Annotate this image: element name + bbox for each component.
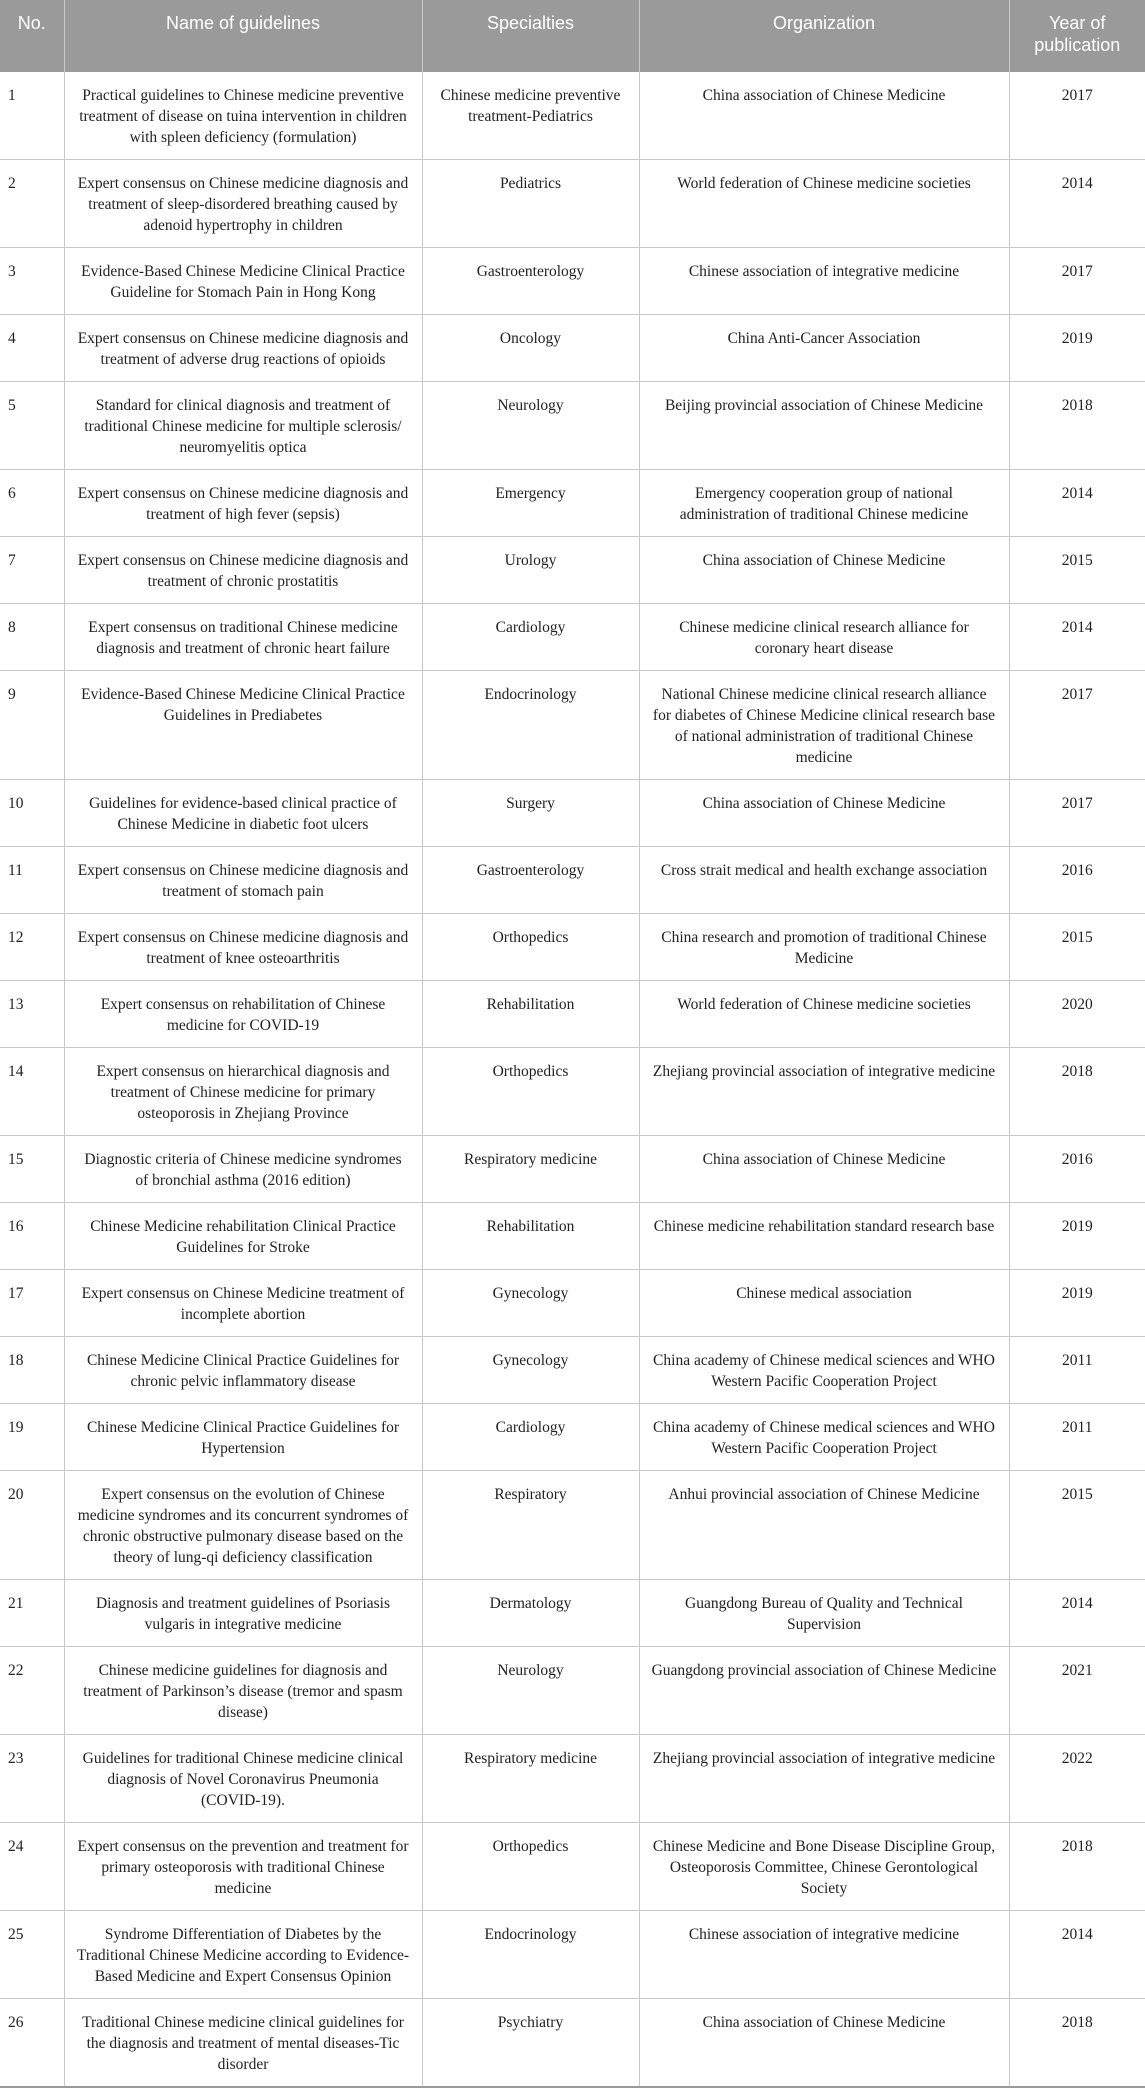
- cell-year: 2015: [1009, 1471, 1145, 1580]
- table-row: [0, 1337, 1145, 1404]
- cell-year: 2014: [1009, 470, 1145, 537]
- cell-organization: World federation of Chinese medicine societies: [639, 160, 1009, 248]
- table-row: [0, 1647, 1145, 1735]
- cell-specialty: Respiratory medicine: [422, 1735, 639, 1823]
- cell-no: 10: [0, 780, 64, 847]
- cell-year: 2017: [1009, 780, 1145, 847]
- table-row: [0, 1404, 1145, 1471]
- cell-year: 2018: [1009, 1823, 1145, 1911]
- cell-no: 11: [0, 847, 64, 914]
- cell-organization: Chinese medicine clinical research alliance for coronary heart disease: [639, 604, 1009, 671]
- cell-no: 7: [0, 537, 64, 604]
- cell-organization: China Anti-Cancer Association: [639, 315, 1009, 382]
- cell-guideline-name: Chinese medicine guidelines for diagnosis and treatment of Parkinson’s disease (tremor and spasm disease): [64, 1647, 422, 1735]
- cell-organization: Guangdong Bureau of Quality and Technical Supervision: [639, 1580, 1009, 1647]
- cell-year: 2020: [1009, 981, 1145, 1048]
- cell-guideline-name: Diagnostic criteria of Chinese medicine syndromes of bronchial asthma (2016 edition): [64, 1136, 422, 1203]
- cell-no: 24: [0, 1823, 64, 1911]
- cell-no: 14: [0, 1048, 64, 1136]
- cell-specialty: Endocrinology: [422, 671, 639, 780]
- cell-guideline-name: Expert consensus on Chinese medicine diagnosis and treatment of knee osteoarthritis: [64, 914, 422, 981]
- cell-specialty: Orthopedics: [422, 1048, 639, 1136]
- cell-year: 2014: [1009, 1911, 1145, 1999]
- cell-specialty: Emergency: [422, 470, 639, 537]
- cell-year: 2018: [1009, 382, 1145, 470]
- cell-guideline-name: Expert consensus on Chinese Medicine treatment of incomplete abortion: [64, 1270, 422, 1337]
- cell-no: 22: [0, 1647, 64, 1735]
- table-row: [0, 1203, 1145, 1270]
- cell-organization: China association of Chinese Medicine: [639, 1999, 1009, 2088]
- cell-year: 2016: [1009, 1136, 1145, 1203]
- cell-guideline-name: Practical guidelines to Chinese medicine preventive treatment of disease on tuina intervention in children with spleen deficiency (formulation): [64, 72, 422, 160]
- cell-year: 2018: [1009, 1048, 1145, 1136]
- table-body: [0, 72, 1145, 2087]
- cell-year: 2019: [1009, 1270, 1145, 1337]
- cell-organization: National Chinese medicine clinical research alliance for diabetes of Chinese Medicine clinical research base of national administration of traditional Chinese medicine: [639, 671, 1009, 780]
- cell-specialty: Surgery: [422, 780, 639, 847]
- cell-guideline-name: Expert consensus on Chinese medicine diagnosis and treatment of sleep-disordered breathing caused by adenoid hypertrophy in children: [64, 160, 422, 248]
- cell-year: 2011: [1009, 1404, 1145, 1471]
- cell-no: 18: [0, 1337, 64, 1404]
- header-name-of-guidelines: Name of guidelines: [64, 0, 422, 72]
- cell-no: 13: [0, 981, 64, 1048]
- cell-specialty: Neurology: [422, 382, 639, 470]
- cell-year: 2021: [1009, 1647, 1145, 1735]
- table-row: [0, 470, 1145, 537]
- cell-no: 12: [0, 914, 64, 981]
- cell-year: 2015: [1009, 537, 1145, 604]
- cell-year: 2019: [1009, 315, 1145, 382]
- cell-year: 2014: [1009, 604, 1145, 671]
- cell-organization: China academy of Chinese medical sciences and WHO Western Pacific Cooperation Project: [639, 1404, 1009, 1471]
- cell-specialty: Cardiology: [422, 1404, 639, 1471]
- cell-specialty: Gastroenterology: [422, 248, 639, 315]
- cell-organization: Emergency cooperation group of national administration of traditional Chinese medicine: [639, 470, 1009, 537]
- cell-no: 5: [0, 382, 64, 470]
- cell-organization: China association of Chinese Medicine: [639, 1136, 1009, 1203]
- cell-guideline-name: Expert consensus on Chinese medicine diagnosis and treatment of stomach pain: [64, 847, 422, 914]
- cell-specialty: Dermatology: [422, 1580, 639, 1647]
- cell-specialty: Cardiology: [422, 604, 639, 671]
- cell-no: 3: [0, 248, 64, 315]
- cell-specialty: Gynecology: [422, 1337, 639, 1404]
- cell-no: 21: [0, 1580, 64, 1647]
- cell-guideline-name: Expert consensus on hierarchical diagnosis and treatment of Chinese medicine for primary osteoporosis in Zhejiang Province: [64, 1048, 422, 1136]
- cell-year: 2014: [1009, 160, 1145, 248]
- table-row: [0, 671, 1145, 780]
- cell-year: 2017: [1009, 671, 1145, 780]
- cell-guideline-name: Chinese Medicine rehabilitation Clinical Practice Guidelines for Stroke: [64, 1203, 422, 1270]
- cell-organization: Guangdong provincial association of Chinese Medicine: [639, 1647, 1009, 1735]
- cell-specialty: Rehabilitation: [422, 1203, 639, 1270]
- cell-organization: Chinese association of integrative medicine: [639, 248, 1009, 315]
- cell-year: 2018: [1009, 1999, 1145, 2088]
- cell-no: 26: [0, 1999, 64, 2088]
- cell-specialty: Respiratory medicine: [422, 1136, 639, 1203]
- cell-specialty: Rehabilitation: [422, 981, 639, 1048]
- cell-no: 9: [0, 671, 64, 780]
- cell-year: 2011: [1009, 1337, 1145, 1404]
- cell-organization: Chinese medical association: [639, 1270, 1009, 1337]
- cell-organization: China academy of Chinese medical sciences and WHO Western Pacific Cooperation Project: [639, 1337, 1009, 1404]
- table-row: [0, 1999, 1145, 2088]
- cell-year: 2022: [1009, 1735, 1145, 1823]
- cell-organization: Zhejiang provincial association of integrative medicine: [639, 1048, 1009, 1136]
- cell-guideline-name: Syndrome Differentiation of Diabetes by the Traditional Chinese Medicine according to Evidence-Based Medicine and Expert Consensus Opinion: [64, 1911, 422, 1999]
- cell-guideline-name: Chinese Medicine Clinical Practice Guidelines for chronic pelvic inflammatory disease: [64, 1337, 422, 1404]
- cell-organization: China association of Chinese Medicine: [639, 72, 1009, 160]
- cell-specialty: Gynecology: [422, 1270, 639, 1337]
- cell-no: 2: [0, 160, 64, 248]
- cell-year: 2019: [1009, 1203, 1145, 1270]
- cell-year: 2014: [1009, 1580, 1145, 1647]
- cell-no: 8: [0, 604, 64, 671]
- table-row: [0, 847, 1145, 914]
- header-organization: Organization: [639, 0, 1009, 72]
- cell-specialty: Respiratory: [422, 1471, 639, 1580]
- table-row: [0, 248, 1145, 315]
- cell-specialty: Orthopedics: [422, 914, 639, 981]
- cell-guideline-name: Standard for clinical diagnosis and treatment of traditional Chinese medicine for multiple sclerosis/ neuromyelitis optica: [64, 382, 422, 470]
- cell-guideline-name: Expert consensus on rehabilitation of Chinese medicine for COVID-19: [64, 981, 422, 1048]
- table-row: [0, 382, 1145, 470]
- cell-specialty: Orthopedics: [422, 1823, 639, 1911]
- cell-organization: China association of Chinese Medicine: [639, 537, 1009, 604]
- cell-guideline-name: Evidence-Based Chinese Medicine Clinical Practice Guideline for Stomach Pain in Hong Kong: [64, 248, 422, 315]
- cell-no: 20: [0, 1471, 64, 1580]
- cell-specialty: Urology: [422, 537, 639, 604]
- table-row: [0, 1136, 1145, 1203]
- cell-year: 2017: [1009, 248, 1145, 315]
- table-row: [0, 604, 1145, 671]
- cell-no: 1: [0, 72, 64, 160]
- header-row: [0, 0, 1145, 72]
- cell-guideline-name: Guidelines for traditional Chinese medicine clinical diagnosis of Novel Coronavirus Pneumonia (COVID-19).: [64, 1735, 422, 1823]
- cell-no: 19: [0, 1404, 64, 1471]
- cell-specialty: Oncology: [422, 315, 639, 382]
- table-row: [0, 1270, 1145, 1337]
- cell-organization: Zhejiang provincial association of integrative medicine: [639, 1735, 1009, 1823]
- cell-no: 17: [0, 1270, 64, 1337]
- cell-year: 2015: [1009, 914, 1145, 981]
- table-row: [0, 981, 1145, 1048]
- cell-guideline-name: Expert consensus on Chinese medicine diagnosis and treatment of chronic prostatitis: [64, 537, 422, 604]
- cell-guideline-name: Evidence-Based Chinese Medicine Clinical Practice Guidelines in Prediabetes: [64, 671, 422, 780]
- cell-no: 25: [0, 1911, 64, 1999]
- cell-guideline-name: Expert consensus on Chinese medicine diagnosis and treatment of adverse drug reactions of opioids: [64, 315, 422, 382]
- cell-guideline-name: Expert consensus on the prevention and treatment for primary osteoporosis with traditional Chinese medicine: [64, 1823, 422, 1911]
- cell-specialty: Chinese medicine preventive treatment-Pediatrics: [422, 72, 639, 160]
- cell-guideline-name: Chinese Medicine Clinical Practice Guidelines for Hypertension: [64, 1404, 422, 1471]
- cell-organization: China association of Chinese Medicine: [639, 780, 1009, 847]
- table-row: [0, 315, 1145, 382]
- cell-specialty: Pediatrics: [422, 160, 639, 248]
- table-row: [0, 160, 1145, 248]
- cell-organization: Chinese medicine rehabilitation standard research base: [639, 1203, 1009, 1270]
- cell-specialty: Endocrinology: [422, 1911, 639, 1999]
- table-row: [0, 1823, 1145, 1911]
- cell-specialty: Neurology: [422, 1647, 639, 1735]
- table-row: [0, 1471, 1145, 1580]
- cell-guideline-name: Expert consensus on Chinese medicine diagnosis and treatment of high fever (sepsis): [64, 470, 422, 537]
- table-row: [0, 914, 1145, 981]
- cell-organization: Beijing provincial association of Chinese Medicine: [639, 382, 1009, 470]
- cell-no: 15: [0, 1136, 64, 1203]
- table-row: [0, 780, 1145, 847]
- cell-organization: Anhui provincial association of Chinese Medicine: [639, 1471, 1009, 1580]
- cell-organization: Cross strait medical and health exchange association: [639, 847, 1009, 914]
- cell-organization: Chinese association of integrative medicine: [639, 1911, 1009, 1999]
- header-specialties: Specialties: [422, 0, 639, 72]
- cell-guideline-name: Traditional Chinese medicine clinical guidelines for the diagnosis and treatment of mental diseases-Tic disorder: [64, 1999, 422, 2088]
- cell-no: 16: [0, 1203, 64, 1270]
- table-header: [0, 0, 1145, 72]
- table-row: [0, 1048, 1145, 1136]
- header-no: No.: [0, 0, 64, 72]
- table-row: [0, 1735, 1145, 1823]
- cell-guideline-name: Expert consensus on the evolution of Chinese medicine syndromes and its concurrent syndromes of chronic obstructive pulmonary disease based on the theory of lung-qi deficiency classification: [64, 1471, 422, 1580]
- cell-specialty: Gastroenterology: [422, 847, 639, 914]
- cell-organization: World federation of Chinese medicine societies: [639, 981, 1009, 1048]
- cell-organization: China research and promotion of traditional Chinese Medicine: [639, 914, 1009, 981]
- cell-guideline-name: Expert consensus on traditional Chinese medicine diagnosis and treatment of chronic heart failure: [64, 604, 422, 671]
- cell-specialty: Psychiatry: [422, 1999, 639, 2088]
- cell-guideline-name: Diagnosis and treatment guidelines of Psoriasis vulgaris in integrative medicine: [64, 1580, 422, 1647]
- cell-no: 4: [0, 315, 64, 382]
- table-row: [0, 1580, 1145, 1647]
- header-year-of-publication: Year of publication: [1009, 0, 1145, 72]
- cell-year: 2016: [1009, 847, 1145, 914]
- cell-guideline-name: Guidelines for evidence-based clinical practice of Chinese Medicine in diabetic foot ulcers: [64, 780, 422, 847]
- table-row: [0, 72, 1145, 160]
- cell-year: 2017: [1009, 72, 1145, 160]
- table-row: [0, 537, 1145, 604]
- cell-no: 6: [0, 470, 64, 537]
- cell-no: 23: [0, 1735, 64, 1823]
- cell-organization: Chinese Medicine and Bone Disease Discipline Group, Osteoporosis Committee, Chinese Gerontological Society: [639, 1823, 1009, 1911]
